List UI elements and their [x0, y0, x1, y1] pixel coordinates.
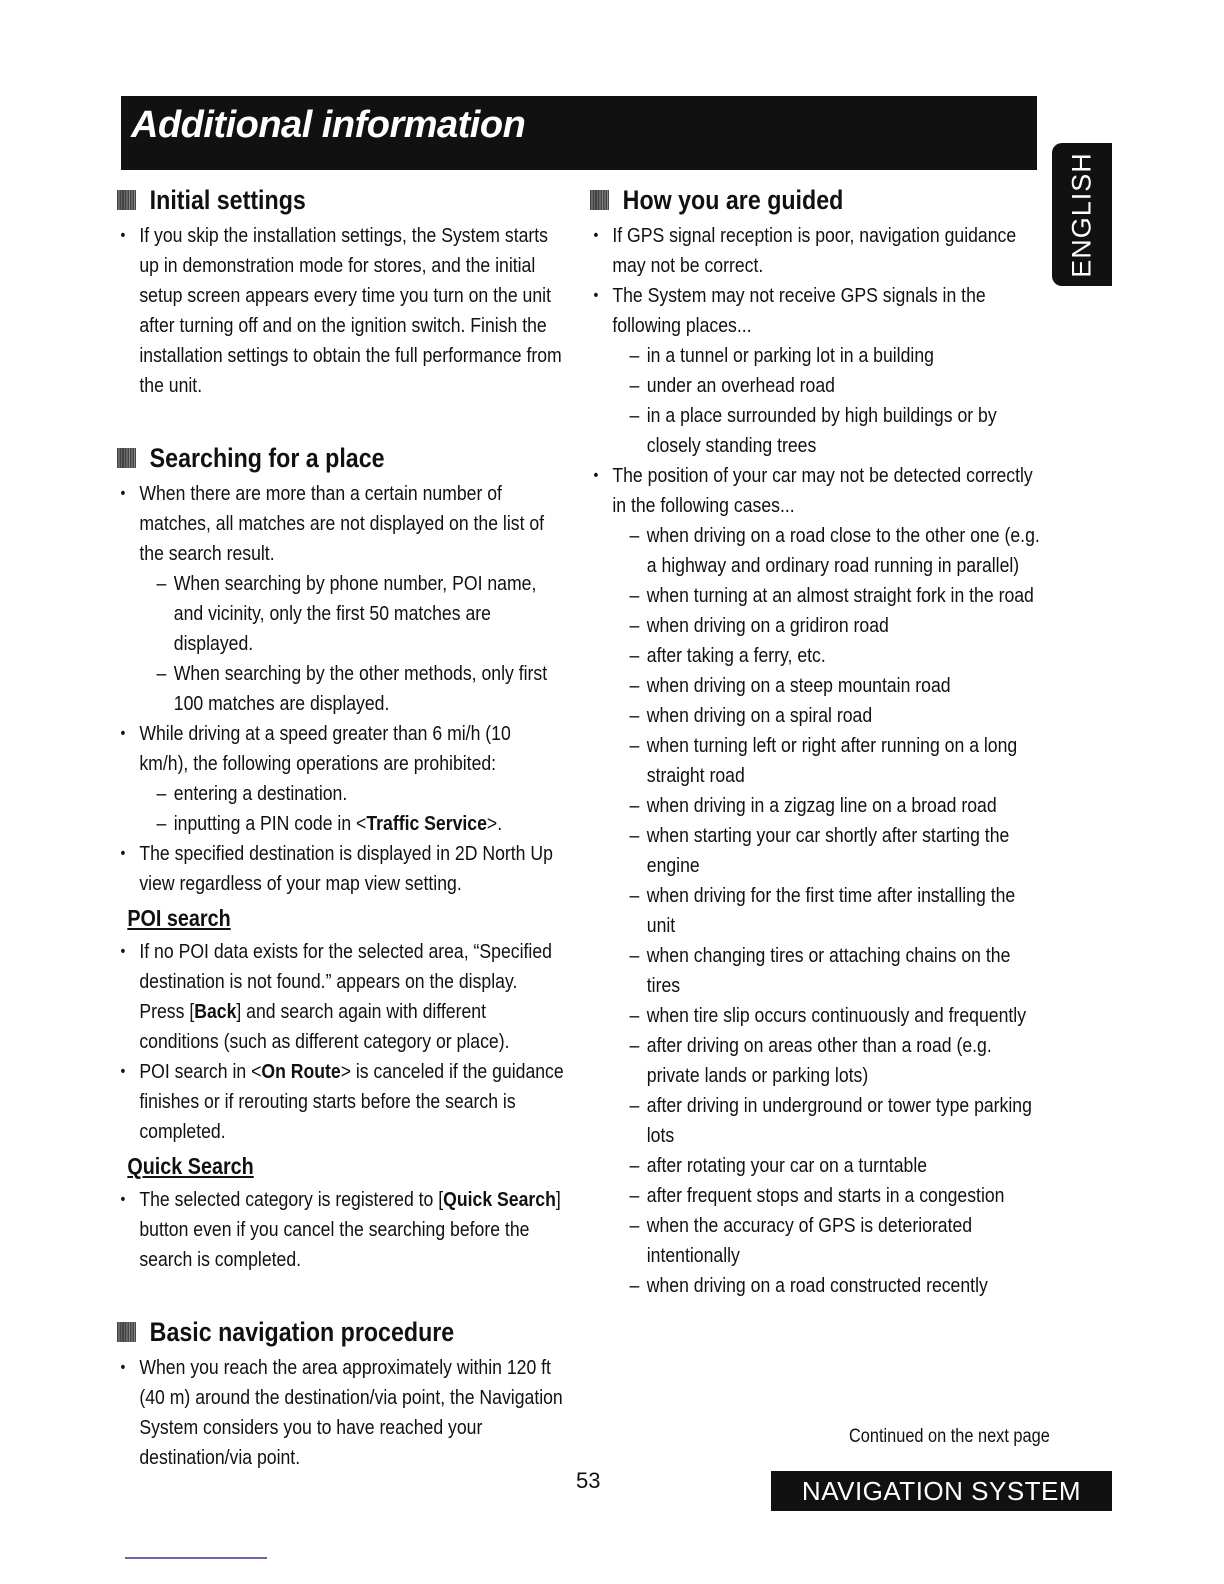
dash-item: – under an overhead road: [630, 371, 1046, 401]
list-item: [590, 461, 1046, 1301]
dash-item: – after frequent stops and starts in a congestion: [630, 1181, 1046, 1211]
dash-item: – when driving on a road constructed recently: [630, 1271, 1046, 1301]
page-number: 53: [576, 1468, 601, 1493]
bullet-list: [117, 937, 564, 1147]
dash-item: – when driving on a spiral road: [630, 701, 1046, 731]
dash-item: – when turning at an almost straight fork in the road: [630, 581, 1046, 611]
button-name: Quick Search: [443, 1188, 556, 1211]
dash-list: [139, 569, 564, 719]
bullet-list: [117, 1353, 564, 1473]
section-heading: Searching for a place: [149, 443, 385, 473]
page-header: [121, 96, 1037, 170]
dash-item: – when driving in a zigzag line on a broad road: [630, 791, 1046, 821]
section-searching: [117, 441, 564, 475]
text: The selected category is registered to [: [139, 1188, 444, 1211]
dash-item: – when turning left or right after running on a long straight road: [630, 731, 1046, 791]
page-title: Additional information: [131, 104, 526, 146]
dash-item: – when driving for the first time after installing the unit: [630, 881, 1046, 941]
list-item: • When you reach the area approximately within 120 ft (40 m) around the destination/via point, the Navigation System considers you to have reached your destination/via point.: [117, 1353, 564, 1473]
dash-list: [139, 779, 564, 839]
section-initial-settings: [117, 183, 564, 217]
list-item-text: The position of your car may not be detected correctly in the following cases...: [612, 464, 1033, 517]
list-item: [117, 1185, 564, 1275]
list-item-text: The System may not receive GPS signals in the following places...: [612, 284, 986, 337]
dash-item: – when starting your car shortly after starting the engine: [630, 821, 1046, 881]
dash-item: – after taking a ferry, etc.: [630, 641, 1046, 671]
dash-item: – when driving on a gridiron road: [630, 611, 1046, 641]
dash-item: – when driving on a steep mountain road: [630, 671, 1046, 701]
dash-item: – in a place surrounded by high buildings or by closely standing trees: [630, 401, 1046, 461]
section-square-icon: [117, 448, 136, 468]
bullet-list: [117, 221, 564, 401]
dash-item: – in a tunnel or parking lot in a building: [630, 341, 1046, 371]
text: >.: [486, 812, 503, 835]
left-column: [117, 183, 564, 1473]
dash-item: – when driving on a road close to the other one (e.g. a highway and ordinary road running in parallel): [630, 521, 1046, 581]
section-square-icon: [117, 190, 136, 210]
dash-list: [612, 521, 1045, 1301]
text: POI search in <: [139, 1060, 262, 1083]
list-item: [590, 281, 1046, 461]
list-item: • The specified destination is displayed in 2D North Up view regardless of your map view setting.: [117, 839, 564, 899]
list-item: • If GPS signal reception is poor, navigation guidance may not be correct.: [590, 221, 1046, 281]
bullet-list: [117, 479, 564, 899]
section-basic-navigation: [117, 1315, 564, 1349]
language-tab-label: ENGLISH: [1066, 151, 1097, 278]
bullet-list: [117, 1185, 564, 1275]
language-tab: [1052, 143, 1112, 286]
text: > is canceled if the guidance finishes or if rerouting starts before the search is completed.: [139, 1060, 564, 1143]
menu-name: Traffic Service: [366, 812, 487, 835]
dash-item: [157, 809, 565, 839]
text: inputting a PIN code in <: [173, 812, 367, 835]
list-item: [117, 719, 564, 839]
text: ] button even if you cancel the searching before the search is completed.: [139, 1188, 561, 1271]
section-heading: Basic navigation procedure: [149, 1317, 455, 1347]
list-item: [117, 1057, 564, 1147]
list-item: [117, 479, 564, 719]
list-item: • If you skip the installation settings, the System starts up in demonstration mode for stores, and the initial setup screen appears every time you turn on the unit after turning off and on the ignition switch. Finish the installation settings to obtain the full performance from the unit.: [117, 221, 564, 401]
list-item-text: While driving at a speed greater than 6 mi/h (10 km/h), the following operations are prohibited:: [139, 722, 511, 775]
right-column: [590, 183, 1046, 1301]
dash-item: – when the accuracy of GPS is deteriorated intentionally: [630, 1211, 1046, 1271]
list-item-text: When there are more than a certain number of matches, all matches are not displayed on the list of the search result.: [139, 482, 545, 565]
dash-item: – entering a destination.: [157, 779, 565, 809]
continued-note: Continued on the next page: [849, 1426, 1050, 1447]
dash-item: – When searching by phone number, POI name, and vicinity, only the first 50 matches are displayed.: [157, 569, 565, 659]
section-how-guided: [590, 183, 1046, 217]
dash-item: – after driving on areas other than a road (e.g. private lands or parking lots): [630, 1031, 1046, 1091]
dash-item: – When searching by the other methods, only first 100 matches are displayed.: [157, 659, 565, 719]
dash-item: – after driving in underground or tower type parking lots: [630, 1091, 1046, 1151]
menu-name: On Route: [261, 1060, 341, 1083]
button-name: Back: [194, 1000, 237, 1023]
dash-list: [612, 341, 1045, 461]
text: ] and search again with different conditions (such as different category or place).: [139, 1000, 510, 1053]
subsection-poi-search: POI search: [127, 905, 231, 931]
dash-item: – after rotating your car on a turntable: [630, 1151, 1046, 1181]
section-square-icon: [117, 1322, 136, 1342]
section-footer-tab: NAVIGATION SYSTEM: [771, 1471, 1112, 1511]
subsection-quick-search: Quick Search: [127, 1153, 254, 1179]
section-square-icon: [590, 190, 609, 210]
section-heading: How you are guided: [622, 185, 844, 215]
dash-item: – when tire slip occurs continuously and frequently: [630, 1001, 1046, 1031]
list-item: [117, 937, 564, 1057]
bullet-list: [590, 221, 1046, 1301]
dash-item: – when changing tires or attaching chains on the tires: [630, 941, 1046, 1001]
bottom-divider: [125, 1557, 267, 1559]
section-heading: Initial settings: [149, 185, 306, 215]
text: If no POI data exists for the selected area, “Specified destination is not found.” appears on the display. Press [: [139, 940, 552, 1023]
